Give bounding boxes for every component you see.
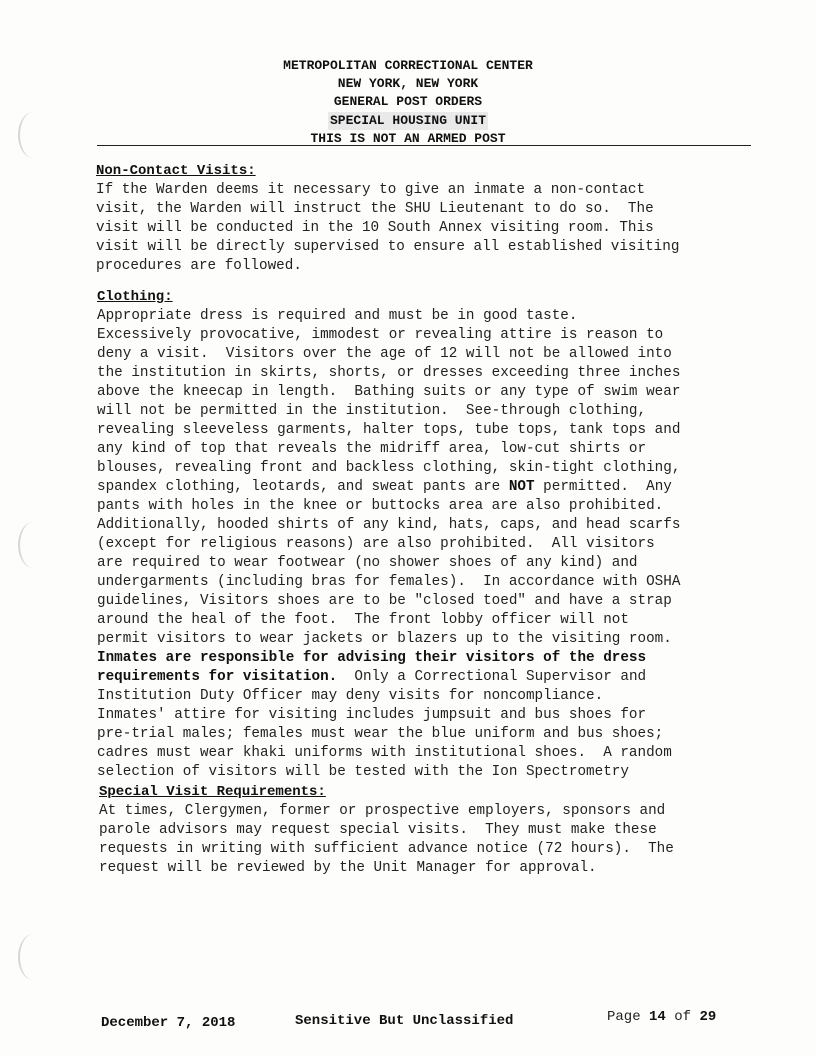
page-total: 29 — [699, 1009, 717, 1025]
section-body — [97, 307, 767, 782]
emphasis-not: NOT — [508, 479, 535, 495]
text-line: blouses, revealing front and backless clothing, skin-tight clothing, — [97, 460, 681, 476]
text-line: (except for religious reasons) are also prohibited. All visitors — [97, 536, 655, 552]
text-line: deny a visit. Visitors over the age of 12 will not be allowed into — [97, 346, 672, 362]
text-line: Inmates' attire for visiting includes jumpsuit and bus shoes for — [97, 707, 647, 723]
text-line: selection of visitors will be tested with the Ion Spectrometry — [97, 764, 629, 780]
text-line: pre-trial males; females must wear the blue uniform and bus shoes; — [97, 726, 664, 742]
text-line: are required to wear footwear (no shower shoes of any kind) and — [97, 555, 638, 571]
text-line: request will be reviewed by the Unit Manager for approval. — [99, 860, 597, 876]
text-line: Institution Duty Officer may deny visits for noncompliance. — [97, 688, 604, 704]
text-line: will not be permitted in the institution. See-through clothing, — [97, 403, 647, 419]
section-special-visit-requirements — [99, 783, 769, 878]
section-clothing — [97, 288, 767, 782]
text-line: At times, Clergymen, former or prospective employers, sponsors and — [99, 803, 666, 819]
text-line: undergarments (including bras for females). In accordance with OSHA — [97, 574, 681, 590]
header-facility-name: METROPOLITAN CORRECTIONAL CENTER — [283, 58, 533, 73]
text-line: If the Warden deems it necessary to give an inmate a non-contact — [96, 182, 646, 198]
section-title: Clothing: — [97, 289, 173, 305]
text-line — [97, 478, 767, 497]
text-line — [97, 668, 767, 687]
text-line: cadres must wear khaki uniforms with institutional shoes. A random — [97, 745, 672, 761]
footer-date: December 7, 2018 — [101, 1015, 236, 1031]
emphasis-segment: requirements for visitation. — [97, 669, 338, 685]
page-of: of — [674, 1009, 692, 1025]
text-line: visit will be directly supervised to ensure all established visiting — [96, 239, 680, 255]
text-line: Additionally, hooded shirts of any kind, hats, caps, and head scarfs — [97, 517, 681, 533]
text-line: above the kneecap in length. Bathing suits or any type of swim wear — [97, 384, 681, 400]
text-line: parole advisors may request special visits. They must make these — [99, 822, 657, 838]
text-line: Appropriate dress is required and must be in good taste. — [97, 308, 578, 324]
text-line: visit will be conducted in the 10 South Annex visiting room. This — [96, 220, 654, 236]
text-line: procedures are followed. — [96, 258, 302, 274]
footer-classification: Sensitive But Unclassified — [295, 1013, 514, 1029]
section-non-contact-visits — [96, 162, 766, 276]
binder-hole-mark — [18, 934, 48, 980]
binder-hole-mark — [18, 522, 48, 568]
text-line: the institution in skirts, shorts, or dresses exceeding three inches — [97, 365, 681, 381]
header-armed-status: THIS IS NOT AN ARMED POST — [310, 131, 506, 146]
text-segment: Only a Correctional Supervisor and — [337, 669, 647, 685]
section-body — [96, 181, 766, 276]
text-line: any kind of top that reveals the midriff area, low-cut shirts or — [97, 441, 647, 457]
section-title: Special Visit Requirements: — [99, 784, 326, 800]
document-header — [0, 57, 816, 148]
text-line: guidelines, Visitors shoes are to be "closed toed" and have a strap — [97, 593, 672, 609]
footer-page-number — [607, 1008, 716, 1027]
page-word: Page — [607, 1009, 641, 1025]
text-line: around the heal of the foot. The front lobby officer will not — [97, 612, 629, 628]
text-line: Excessively provocative, immodest or revealing attire is reason to — [97, 327, 664, 343]
text-line: requests in writing with sufficient advance notice (72 hours). The — [99, 841, 674, 857]
section-title: Non-Contact Visits: — [96, 163, 256, 179]
text-segment: permitted. Any — [534, 479, 672, 495]
header-location: NEW YORK, NEW YORK — [337, 76, 479, 91]
header-doc-type: GENERAL POST ORDERS — [333, 94, 483, 109]
header-divider — [97, 145, 751, 146]
text-line: pants with holes in the knee or buttocks area are also prohibited. — [97, 498, 664, 514]
emphasis-line: Inmates are responsible for advising their visitors of the dress — [97, 650, 647, 666]
section-body — [99, 802, 769, 878]
text-line: revealing sleeveless garments, halter tops, tube tops, tank tops and — [97, 422, 681, 438]
text-segment: spandex clothing, leotards, and sweat pants are — [97, 479, 509, 495]
text-line: visit, the Warden will instruct the SHU Lieutenant to do so. The — [96, 201, 654, 217]
header-unit: SPECIAL HOUSING UNIT — [329, 113, 487, 128]
text-line: permit visitors to wear jackets or blazers up to the visiting room. — [97, 631, 672, 647]
page-current: 14 — [649, 1009, 666, 1025]
